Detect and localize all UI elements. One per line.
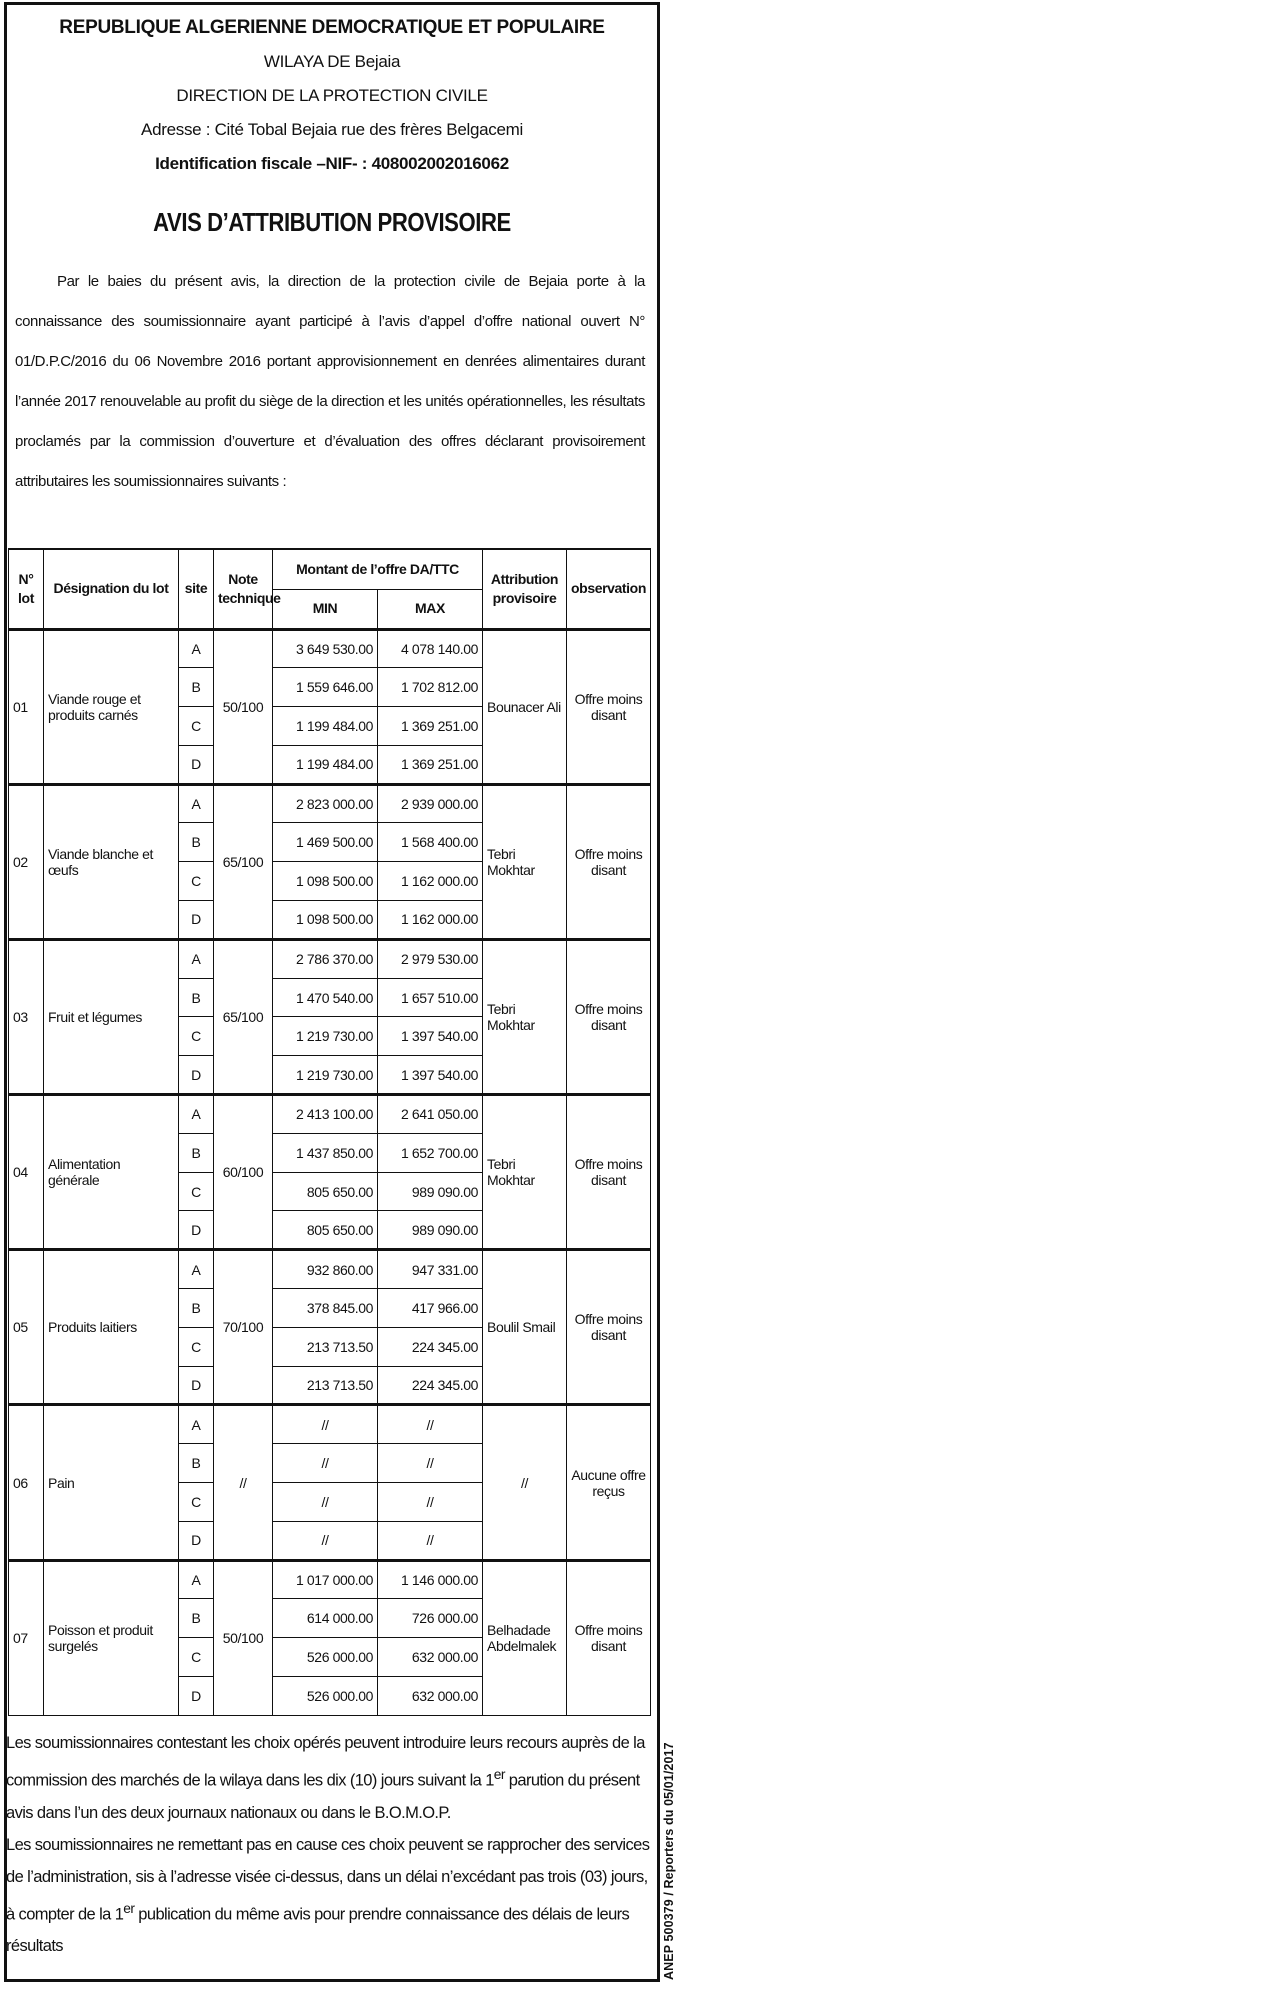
- montant-max: //: [378, 1521, 483, 1560]
- observation: Offre moins disant: [567, 1095, 651, 1250]
- observation: Offre moins disant: [567, 1560, 651, 1715]
- attribution-provisoire: Tebri Mokhtar: [483, 784, 567, 939]
- lot-number: 03: [9, 939, 44, 1094]
- montant-min: //: [273, 1444, 378, 1483]
- site-cell: D: [179, 1056, 214, 1095]
- montant-max: 417 966.00: [378, 1289, 483, 1328]
- site-cell: A: [179, 1250, 214, 1289]
- table-row: [9, 784, 651, 823]
- republic-line: REPUBLIQUE ALGERIENNE DEMOCRATIQUE ET POPULAIRE: [59, 17, 605, 38]
- site-cell: D: [179, 745, 214, 784]
- montant-min: 932 860.00: [273, 1250, 378, 1289]
- lot-number: 06: [9, 1405, 44, 1560]
- site-cell: A: [179, 1560, 214, 1599]
- direction-line: DIRECTION DE LA PROTECTION CIVILE: [176, 86, 488, 105]
- recours-paragraph: [6, 1727, 654, 1829]
- montant-min: 2 413 100.00: [273, 1095, 378, 1134]
- note-technique: 70/100: [214, 1250, 273, 1405]
- notice-title: AVIS D’ATTRIBUTION PROVISOIRE: [153, 207, 511, 237]
- site-cell: B: [179, 668, 214, 707]
- lot-number: 01: [9, 629, 44, 784]
- site-cell: D: [179, 1366, 214, 1405]
- site-cell: B: [179, 1599, 214, 1638]
- montant-max: 1 397 540.00: [378, 1056, 483, 1095]
- attribution-provisoire: Tebri Mokhtar: [483, 1095, 567, 1250]
- lot-designation: Fruit et légumes: [44, 939, 179, 1094]
- montant-min: 526 000.00: [273, 1677, 378, 1716]
- montant-max: 2 979 530.00: [378, 939, 483, 978]
- site-cell: D: [179, 1677, 214, 1716]
- montant-max: 4 078 140.00: [378, 629, 483, 668]
- table-row: [9, 1250, 651, 1289]
- header-designation: Désignation du lot: [44, 549, 179, 629]
- montant-max: 1 657 510.00: [378, 978, 483, 1017]
- attribution-table: [8, 548, 651, 1716]
- montant-max: 1 146 000.00: [378, 1560, 483, 1599]
- intro-paragraph: Par le baies du présent avis, la direction de la protection civile de Bejaia porte à la connaissance des soumissionnaire ayant participé à l’avis d’appel d’offre national ouvert N° 01/D.P.C/2016 du 06 Novembre 2016 portant approvisionnement en denrées alimentaires durant l’année 2017 renouvelable au profit du siège de la direction et les unités opérationnelles, les résultats proclamés par la commission d’ouverture et d’évaluation des offres déclarant provisoirement attributaires les soumissionnaires suivants :: [15, 273, 645, 490]
- montant-min: //: [273, 1405, 378, 1444]
- header-lot-no: N° lot: [9, 549, 44, 629]
- observation: Offre moins disant: [567, 1250, 651, 1405]
- note-technique: 60/100: [214, 1095, 273, 1250]
- observation: Offre moins disant: [567, 939, 651, 1094]
- montant-max: 2 939 000.00: [378, 784, 483, 823]
- header-observation: observation: [567, 549, 651, 629]
- consultation-text: Les soumissionnaires ne remettant pas en cause ces choix peuvent se rapprocher des services de l’administration, sis à l’adresse visée ci-dessus, dans un délai n’excédant pas trois (03) jours, à compter de la 1: [6, 1835, 650, 1923]
- recours-text: Les soumissionnaires contestant les choix opérés peuvent introduire leurs recours auprès de la commission des marchés de la wilaya dans les dix (10) jours suivant la 1: [6, 1734, 645, 1790]
- observation: Offre moins disant: [567, 784, 651, 939]
- montant-max: 224 345.00: [378, 1366, 483, 1405]
- site-cell: B: [179, 823, 214, 862]
- consultation-text-end: publication du même avis pour prendre connaissance des délais de leurs résultats: [6, 1905, 630, 1955]
- site-cell: C: [179, 1017, 214, 1056]
- site-cell: B: [179, 1289, 214, 1328]
- site-cell: D: [179, 1211, 214, 1250]
- montant-max: //: [378, 1405, 483, 1444]
- site-cell: C: [179, 1483, 214, 1522]
- attribution-provisoire: Bounacer Ali: [483, 629, 567, 784]
- montant-min: 1 219 730.00: [273, 1056, 378, 1095]
- site-cell: C: [179, 1327, 214, 1366]
- lot-number: 02: [9, 784, 44, 939]
- site-cell: C: [179, 707, 214, 746]
- lot-number: 07: [9, 1560, 44, 1715]
- lot-designation: Produits laitiers: [44, 1250, 179, 1405]
- montant-max: 1 162 000.00: [378, 901, 483, 940]
- header-max: MAX: [378, 589, 483, 629]
- header-montant: Montant de l’offre DA/TTC: [273, 549, 483, 589]
- recours-sup: er: [493, 1767, 505, 1782]
- lot-designation: Pain: [44, 1405, 179, 1560]
- anep-reference: ANEP 500379 / Reporters du 05/01/2017: [662, 1742, 676, 1980]
- montant-max: 989 090.00: [378, 1211, 483, 1250]
- montant-min: 1 559 646.00: [273, 668, 378, 707]
- montant-min: 378 845.00: [273, 1289, 378, 1328]
- table-row: [9, 629, 651, 668]
- note-technique: 50/100: [214, 629, 273, 784]
- table-row: [9, 1095, 651, 1134]
- note-technique: 65/100: [214, 784, 273, 939]
- wilaya-line: WILAYA DE Bejaia: [263, 52, 401, 71]
- montant-min: 1 469 500.00: [273, 823, 378, 862]
- table-row: [9, 939, 651, 978]
- site-cell: A: [179, 784, 214, 823]
- site-cell: A: [179, 939, 214, 978]
- montant-max: 632 000.00: [378, 1677, 483, 1716]
- montant-max: //: [378, 1483, 483, 1522]
- site-cell: A: [179, 629, 214, 668]
- site-cell: C: [179, 1638, 214, 1677]
- montant-min: 1 199 484.00: [273, 707, 378, 746]
- site-cell: A: [179, 1095, 214, 1134]
- site-cell: D: [179, 1521, 214, 1560]
- montant-min: 1 437 850.00: [273, 1133, 378, 1172]
- address-line: Adresse : Cité Tobal Bejaia rue des frères Belgacemi: [141, 120, 523, 139]
- site-cell: A: [179, 1405, 214, 1444]
- montant-max: 726 000.00: [378, 1599, 483, 1638]
- montant-min: 1 017 000.00: [273, 1560, 378, 1599]
- montant-min: 1 219 730.00: [273, 1017, 378, 1056]
- montant-min: 1 098 500.00: [273, 901, 378, 940]
- montant-min: 2 823 000.00: [273, 784, 378, 823]
- attribution-provisoire: //: [483, 1405, 567, 1560]
- lot-number: 05: [9, 1250, 44, 1405]
- attribution-provisoire: Belhadade Abdelmalek: [483, 1560, 567, 1715]
- montant-min: 1 199 484.00: [273, 745, 378, 784]
- note-technique: 65/100: [214, 939, 273, 1094]
- observation: Offre moins disant: [567, 629, 651, 784]
- montant-min: 2 786 370.00: [273, 939, 378, 978]
- montant-max: 224 345.00: [378, 1327, 483, 1366]
- table-row: [9, 1405, 651, 1444]
- lots-body: [9, 629, 651, 1715]
- nif-line: Identification fiscale –NIF- : 408002002016062: [155, 154, 509, 173]
- montant-max: 1 568 400.00: [378, 823, 483, 862]
- consultation-sup: er: [123, 1900, 135, 1916]
- montant-max: 2 641 050.00: [378, 1095, 483, 1134]
- note-technique: 50/100: [214, 1560, 273, 1715]
- site-cell: C: [179, 862, 214, 901]
- montant-min: 526 000.00: [273, 1638, 378, 1677]
- lot-designation: Viande rouge et produits carnés: [44, 629, 179, 784]
- montant-max: 1 702 812.00: [378, 668, 483, 707]
- montant-max: 947 331.00: [378, 1250, 483, 1289]
- montant-max: 1 162 000.00: [378, 862, 483, 901]
- montant-min: //: [273, 1483, 378, 1522]
- observation: Aucune offre reçus: [567, 1405, 651, 1560]
- montant-max: 1 369 251.00: [378, 745, 483, 784]
- recours-text-end: parution du présent avis dans l’un des deux journaux nationaux ou dans le B.O.M.O.P.: [6, 1771, 640, 1822]
- table-row: [9, 1560, 651, 1599]
- notice-header: [7, 11, 657, 181]
- montant-min: 805 650.00: [273, 1211, 378, 1250]
- header-note: Note technique: [214, 549, 273, 629]
- site-cell: D: [179, 901, 214, 940]
- montant-min: 213 713.50: [273, 1366, 378, 1405]
- montant-min: 805 650.00: [273, 1172, 378, 1211]
- header-min: MIN: [273, 589, 378, 629]
- montant-max: 1 397 540.00: [378, 1017, 483, 1056]
- lot-designation: Viande blanche et œufs: [44, 784, 179, 939]
- header-site: site: [179, 549, 214, 629]
- attribution-provisoire: Boulil Smail: [483, 1250, 567, 1405]
- montant-max: 1 369 251.00: [378, 707, 483, 746]
- lot-designation: Alimentation générale: [44, 1095, 179, 1250]
- montant-min: //: [273, 1521, 378, 1560]
- attribution-provisoire: Tebri Mokhtar: [483, 939, 567, 1094]
- consultation-paragraph: [6, 1829, 654, 1963]
- lot-number: 04: [9, 1095, 44, 1250]
- site-cell: B: [179, 1444, 214, 1483]
- montant-max: 1 652 700.00: [378, 1133, 483, 1172]
- montant-min: 614 000.00: [273, 1599, 378, 1638]
- montant-max: 989 090.00: [378, 1172, 483, 1211]
- montant-max: 632 000.00: [378, 1638, 483, 1677]
- montant-max: //: [378, 1444, 483, 1483]
- montant-min: 1 470 540.00: [273, 978, 378, 1017]
- site-cell: C: [179, 1172, 214, 1211]
- note-technique: //: [214, 1405, 273, 1560]
- montant-min: 3 649 530.00: [273, 629, 378, 668]
- lot-designation: Poisson et produit surgelés: [44, 1560, 179, 1715]
- montant-min: 1 098 500.00: [273, 862, 378, 901]
- notice-footer: [6, 1727, 654, 1962]
- montant-min: 213 713.50: [273, 1327, 378, 1366]
- site-cell: B: [179, 1133, 214, 1172]
- header-attribution: Attribution provisoire: [483, 549, 567, 629]
- site-cell: B: [179, 978, 214, 1017]
